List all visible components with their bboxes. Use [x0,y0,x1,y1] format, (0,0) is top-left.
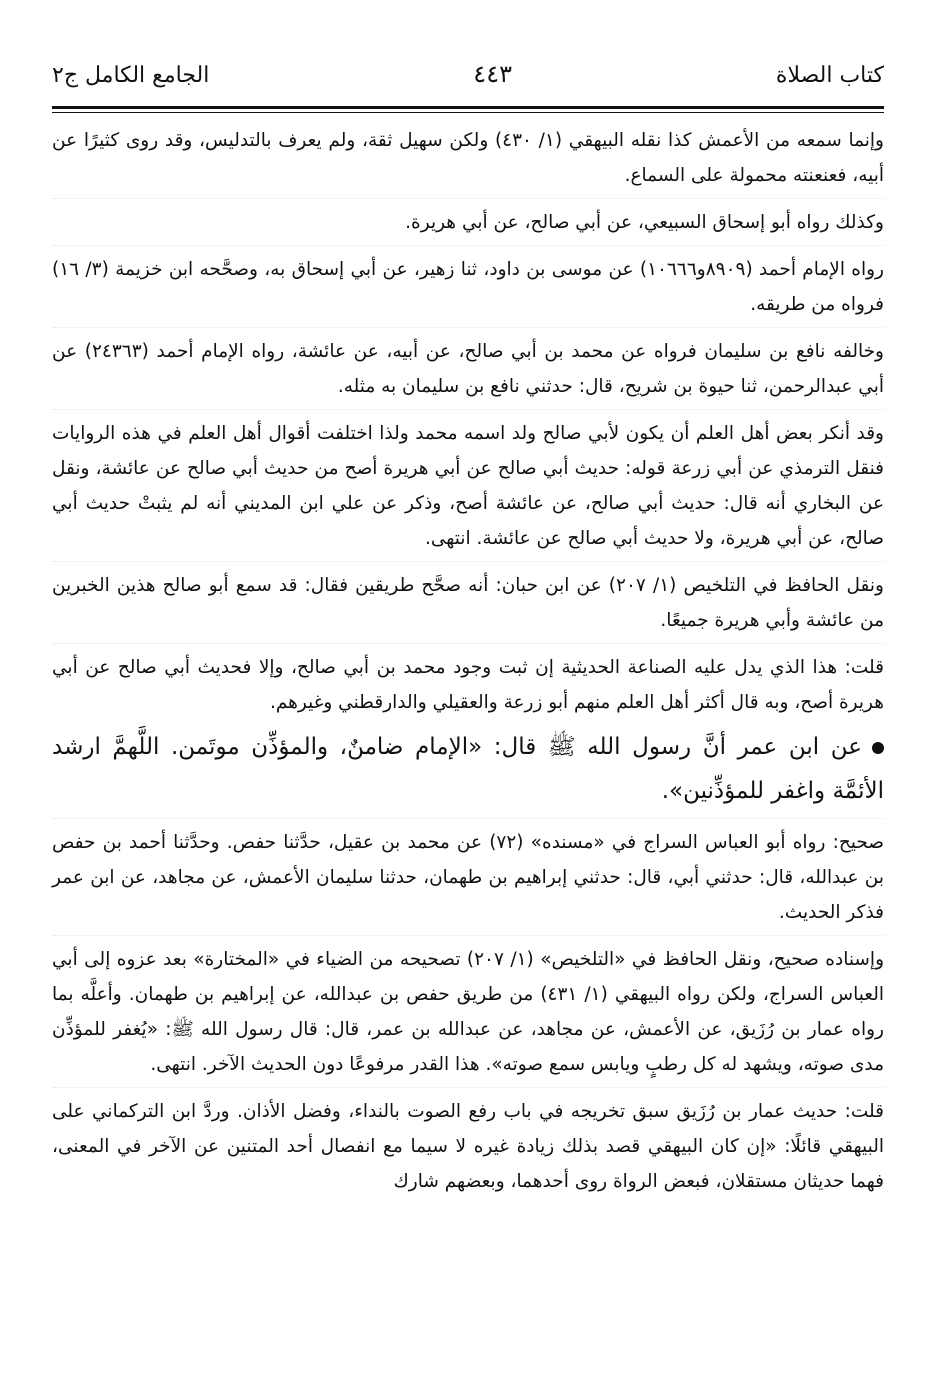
paragraph: وإسناده صحيح، ونقل الحافظ في «التلخيص» (١/ ٢٠٧) تصحيحه من الضياء في «المختارة» بعد عزوه إلى أبي العباس السراج، ولكن رواه البيهقي (١/ ٤٣١) من طريق حفص بن عبدالله، عن إبراهيم بن طهمان. وأعلَّه بما رواه عمار بن رُزَيق، عن الأعمش، عن مجاهد، عن عبدالله بن عمر، قال: قال رسول الله ﷺ: «يُغفر للمؤذِّن مدى صوته، ويشهد له كل رطبٍ ويابس سمع صوته». هذا القدر مرفوعًا دون الحديث الآخر. انتهى. [52,935,884,1082]
paragraph: وقد أنكر بعض أهل العلم أن يكون لأبي صالح ولد اسمه محمد ولذا اختلفت أقوال أهل العلم في هذه الروايات فنقل الترمذي عن أبي زرعة قوله: حديث أبي صالح عن أبي هريرة أصح من حديث أبي صالح عن عائشة، ونقل عن البخاري أنه قال: حديث أبي صالح، عن عائشة أصح، وذكر عن علي ابن المديني أنه لم يثبتْ حديث أبي صالح، عن أبي هريرة، ولا حديث أبي صالح عن عائشة. انتهى. [52,409,884,556]
page-header [52,60,884,100]
bullet-icon [872,742,884,754]
hadith-text [52,725,884,813]
paragraph: وإنما سمعه من الأعمش كذا نقله البيهقي (١/ ٤٣٠) ولكن سهيل ثقة، ولم يعرف بالتدليس، وقد روى كثيرًا عن أبيه، فعنعنته محمولة على السماع. [52,130,884,186]
paragraph: قلت: هذا الذي يدل عليه الصناعة الحديثية إن ثبت وجود محمد بن أبي صالح، وإلا فحديث أبي صالح عن أبي هريرة أصح، وبه قال أكثر أهل العلم منهم أبو زرعة والعقيلي والدارقطني وغيرهم. [52,643,884,720]
paragraph: رواه الإمام أحمد (٨٩٠٩و١٠٦٦٦) عن موسى بن داود، ثنا زهير، عن أبي إسحاق به، وصحَّحه ابن خزيمة (٣/ ١٦) فرواه من طريقه. [52,245,884,322]
hadith-body: عن ابن عمر أنَّ رسول الله ﷺ قال: «الإمام ضامنٌ، والمؤذِّن موتَمن. اللَّهمَّ ارشد الأئمَّة واغفر للمؤذِّنين». [52,734,884,804]
book-title: الجامع الكامل ج٢ [52,63,210,88]
paragraph: وكذلك رواه أبو إسحاق السبيعي، عن أبي صالح، عن أبي هريرة. [52,198,884,240]
header-rule-thick [52,106,884,109]
paragraph: ونقل الحافظ في التلخيص (١/ ٢٠٧) عن ابن حبان: أنه صحَّح طريقين فقال: قد سمع أبو صالح هذين الخبرين من عائشة وأبي هريرة جميعًا. [52,561,884,638]
header-rule-thin [52,112,884,113]
chapter-title: كتاب الصلاة [775,63,884,88]
page-body [52,123,884,1199]
paragraph: وخالفه نافع بن سليمان فرواه عن محمد بن أبي صالح، عن أبيه، عن عائشة، رواه الإمام أحمد (٢٤٣٦٣) عن أبي عبدالرحمن، ثنا حيوة بن شريح، قال: حدثني نافع بن سليمان به مثله. [52,327,884,404]
book-page [52,60,884,1204]
paragraph: قلت: حديث عمار بن رُزَيق سبق تخريجه في باب رفع الصوت بالنداء، وفضل الأذان. وردَّ ابن التركماني على البيهقي قائلًا: «إن كان البيهقي قصد بذلك زيادة غيره لا سيما مع انفصال أحد المتنين عن الآخر في المعنى، فهما حديثان مستقلان، فبعض الرواة روى أحدهما، وبعضهم شارك [52,1087,884,1199]
page-number: ٤٤٣ [473,60,512,88]
paragraph: صحيح: رواه أبو العباس السراج في «مسنده» (٧٢) عن محمد بن عقيل، حدَّثنا حفص. وحدَّثنا أحمد بن حفص بن عبدالله، قال: حدثني أبي، قال: حدثني إبراهيم بن طهمان، حدثنا سليمان الأعمش، عن مجاهد، عن ابن عمر فذكر الحديث. [52,818,884,930]
